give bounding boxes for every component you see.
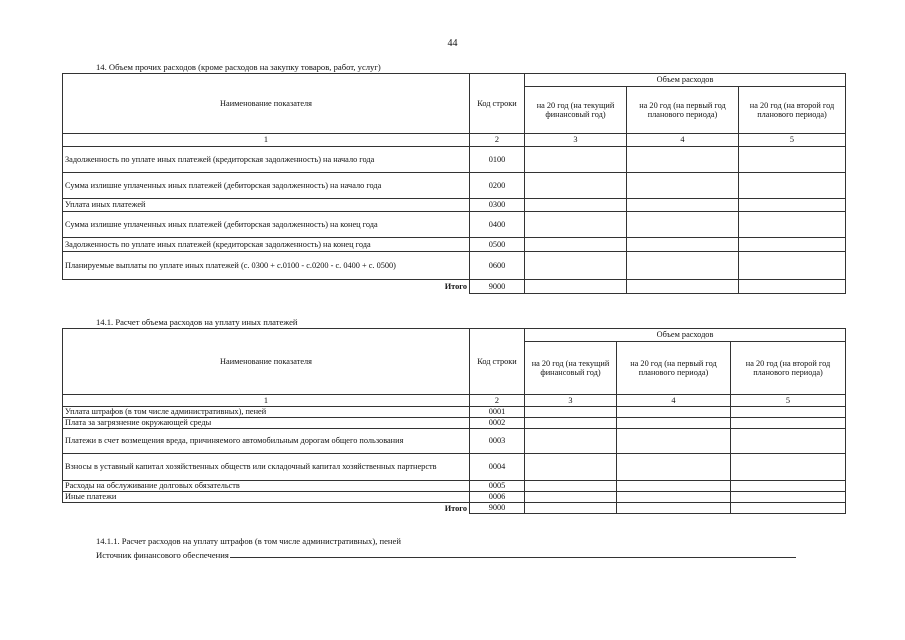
section-14-table bbox=[62, 73, 846, 294]
value-cell[interactable] bbox=[739, 252, 846, 280]
value-cell[interactable] bbox=[731, 429, 846, 454]
table-row bbox=[63, 407, 846, 418]
value-cell[interactable] bbox=[627, 147, 739, 173]
value-cell[interactable] bbox=[731, 407, 846, 418]
value-cell[interactable] bbox=[525, 503, 617, 514]
value-cell[interactable] bbox=[617, 454, 731, 481]
header-code: Код строки bbox=[470, 329, 525, 395]
table-row bbox=[63, 252, 846, 280]
total-row bbox=[63, 503, 846, 514]
col-number: 3 bbox=[525, 395, 617, 407]
section-14-1-1-title: 14.1.1. Расчет расходов на уплату штрафов (в том числе административных), пеней bbox=[96, 536, 401, 546]
value-cell[interactable] bbox=[617, 492, 731, 503]
row-code: 0006 bbox=[470, 492, 525, 503]
value-cell[interactable] bbox=[617, 481, 731, 492]
value-cell[interactable] bbox=[525, 492, 617, 503]
value-cell[interactable] bbox=[617, 503, 731, 514]
value-cell[interactable] bbox=[627, 252, 739, 280]
table-row bbox=[63, 481, 846, 492]
value-cell[interactable] bbox=[739, 173, 846, 199]
row-name: Задолженность по уплате иных платежей (кредиторская задолженность) на конец года bbox=[63, 238, 470, 252]
row-code: 0200 bbox=[470, 173, 525, 199]
total-row bbox=[63, 280, 846, 294]
col-number: 2 bbox=[470, 395, 525, 407]
header-year-first-plan: на 20 год (на первый год планового периода) bbox=[617, 342, 731, 395]
col-number: 4 bbox=[617, 395, 731, 407]
col-number: 1 bbox=[63, 134, 470, 147]
col-number: 5 bbox=[731, 395, 846, 407]
value-cell[interactable] bbox=[525, 173, 627, 199]
value-cell[interactable] bbox=[739, 199, 846, 212]
table-row bbox=[63, 429, 846, 454]
row-code: 0100 bbox=[470, 147, 525, 173]
section-14-title: 14. Объем прочих расходов (кроме расходов на закупку товаров, работ, услуг) bbox=[96, 62, 381, 72]
value-cell[interactable] bbox=[525, 454, 617, 481]
value-cell[interactable] bbox=[617, 429, 731, 454]
col-number: 1 bbox=[63, 395, 470, 407]
header-volume: Объем расходов bbox=[525, 74, 846, 87]
page-number: 44 bbox=[447, 38, 458, 49]
total-code: 9000 bbox=[470, 280, 525, 294]
value-cell[interactable] bbox=[731, 454, 846, 481]
header-year-second-plan: на 20 год (на второй год планового периода) bbox=[739, 87, 846, 134]
row-code: 0400 bbox=[470, 212, 525, 238]
row-name: Платежи в счет возмещения вреда, причиняемого автомобильным дорогам общего пользования bbox=[63, 429, 470, 454]
row-name: Иные платежи bbox=[63, 492, 470, 503]
value-cell[interactable] bbox=[525, 147, 627, 173]
row-name: Сумма излишне уплаченных иных платежей (дебиторская задолженность) на конец года bbox=[63, 212, 470, 238]
table-row bbox=[63, 238, 846, 252]
value-cell[interactable] bbox=[739, 147, 846, 173]
row-code: 0003 bbox=[470, 429, 525, 454]
value-cell[interactable] bbox=[731, 492, 846, 503]
section-14-1-title: 14.1. Расчет объема расходов на уплату иных платежей bbox=[96, 317, 298, 327]
row-name: Планируемые выплаты по уплате иных платежей (с. 0300 + с.0100 - с.0200 - с. 0400 + с. 0500) bbox=[63, 252, 470, 280]
row-name: Расходы на обслуживание долговых обязательств bbox=[63, 481, 470, 492]
funding-source-field bbox=[96, 549, 796, 560]
total-code: 9000 bbox=[470, 503, 525, 514]
header-year-current: на 20 год (на текущий финансовый год) bbox=[525, 87, 627, 134]
value-cell[interactable] bbox=[525, 252, 627, 280]
funding-source-label: Источник финансового обеспечения bbox=[96, 550, 229, 560]
row-name: Уплата иных платежей bbox=[63, 199, 470, 212]
value-cell[interactable] bbox=[627, 199, 739, 212]
row-name: Задолженность по уплате иных платежей (кредиторская задолженность) на начало года bbox=[63, 147, 470, 173]
row-name: Взносы в уставный капитал хозяйственных обществ или складочный капитал хозяйственных партнерств bbox=[63, 454, 470, 481]
row-code: 0300 bbox=[470, 199, 525, 212]
col-number: 3 bbox=[525, 134, 627, 147]
value-cell[interactable] bbox=[731, 418, 846, 429]
row-code: 0600 bbox=[470, 252, 525, 280]
table-row bbox=[63, 212, 846, 238]
row-code: 0002 bbox=[470, 418, 525, 429]
value-cell[interactable] bbox=[525, 481, 617, 492]
total-label: Итого bbox=[63, 280, 470, 294]
value-cell[interactable] bbox=[627, 173, 739, 199]
value-cell[interactable] bbox=[617, 407, 731, 418]
value-cell[interactable] bbox=[627, 212, 739, 238]
header-name: Наименование показателя bbox=[63, 329, 470, 395]
value-cell[interactable] bbox=[739, 238, 846, 252]
value-cell[interactable] bbox=[525, 199, 627, 212]
table-row bbox=[63, 492, 846, 503]
table-row bbox=[63, 147, 846, 173]
value-cell[interactable] bbox=[731, 503, 846, 514]
value-cell[interactable] bbox=[525, 429, 617, 454]
value-cell[interactable] bbox=[739, 212, 846, 238]
header-name: Наименование показателя bbox=[63, 74, 470, 134]
value-cell[interactable] bbox=[525, 212, 627, 238]
col-number: 4 bbox=[627, 134, 739, 147]
value-cell[interactable] bbox=[739, 280, 846, 294]
total-label: Итого bbox=[63, 503, 470, 514]
row-code: 0004 bbox=[470, 454, 525, 481]
value-cell[interactable] bbox=[525, 280, 627, 294]
header-code: Код строки bbox=[470, 74, 525, 134]
value-cell[interactable] bbox=[525, 238, 627, 252]
row-name: Плата за загрязнение окружающей среды bbox=[63, 418, 470, 429]
section-14-1-table bbox=[62, 328, 846, 514]
value-cell[interactable] bbox=[617, 418, 731, 429]
value-cell[interactable] bbox=[525, 418, 617, 429]
row-code: 0005 bbox=[470, 481, 525, 492]
table-row bbox=[63, 454, 846, 481]
col-number: 2 bbox=[470, 134, 525, 147]
col-number: 5 bbox=[739, 134, 846, 147]
table-row bbox=[63, 418, 846, 429]
row-name: Сумма излишне уплаченных иных платежей (дебиторская задолженность) на начало года bbox=[63, 173, 470, 199]
funding-source-input-line[interactable] bbox=[230, 549, 796, 558]
header-year-current: на 20 год (на текущий финансовый год) bbox=[525, 342, 617, 395]
header-volume: Объем расходов bbox=[525, 329, 846, 342]
table-row bbox=[63, 199, 846, 212]
value-cell[interactable] bbox=[627, 238, 739, 252]
table-row bbox=[63, 173, 846, 199]
value-cell[interactable] bbox=[525, 407, 617, 418]
row-code: 0500 bbox=[470, 238, 525, 252]
value-cell[interactable] bbox=[627, 280, 739, 294]
value-cell[interactable] bbox=[731, 481, 846, 492]
header-year-first-plan: на 20 год (на первый год планового периода) bbox=[627, 87, 739, 134]
row-name: Уплата штрафов (в том числе административных), пеней bbox=[63, 407, 470, 418]
row-code: 0001 bbox=[470, 407, 525, 418]
header-year-second-plan: на 20 год (на второй год планового периода) bbox=[731, 342, 846, 395]
